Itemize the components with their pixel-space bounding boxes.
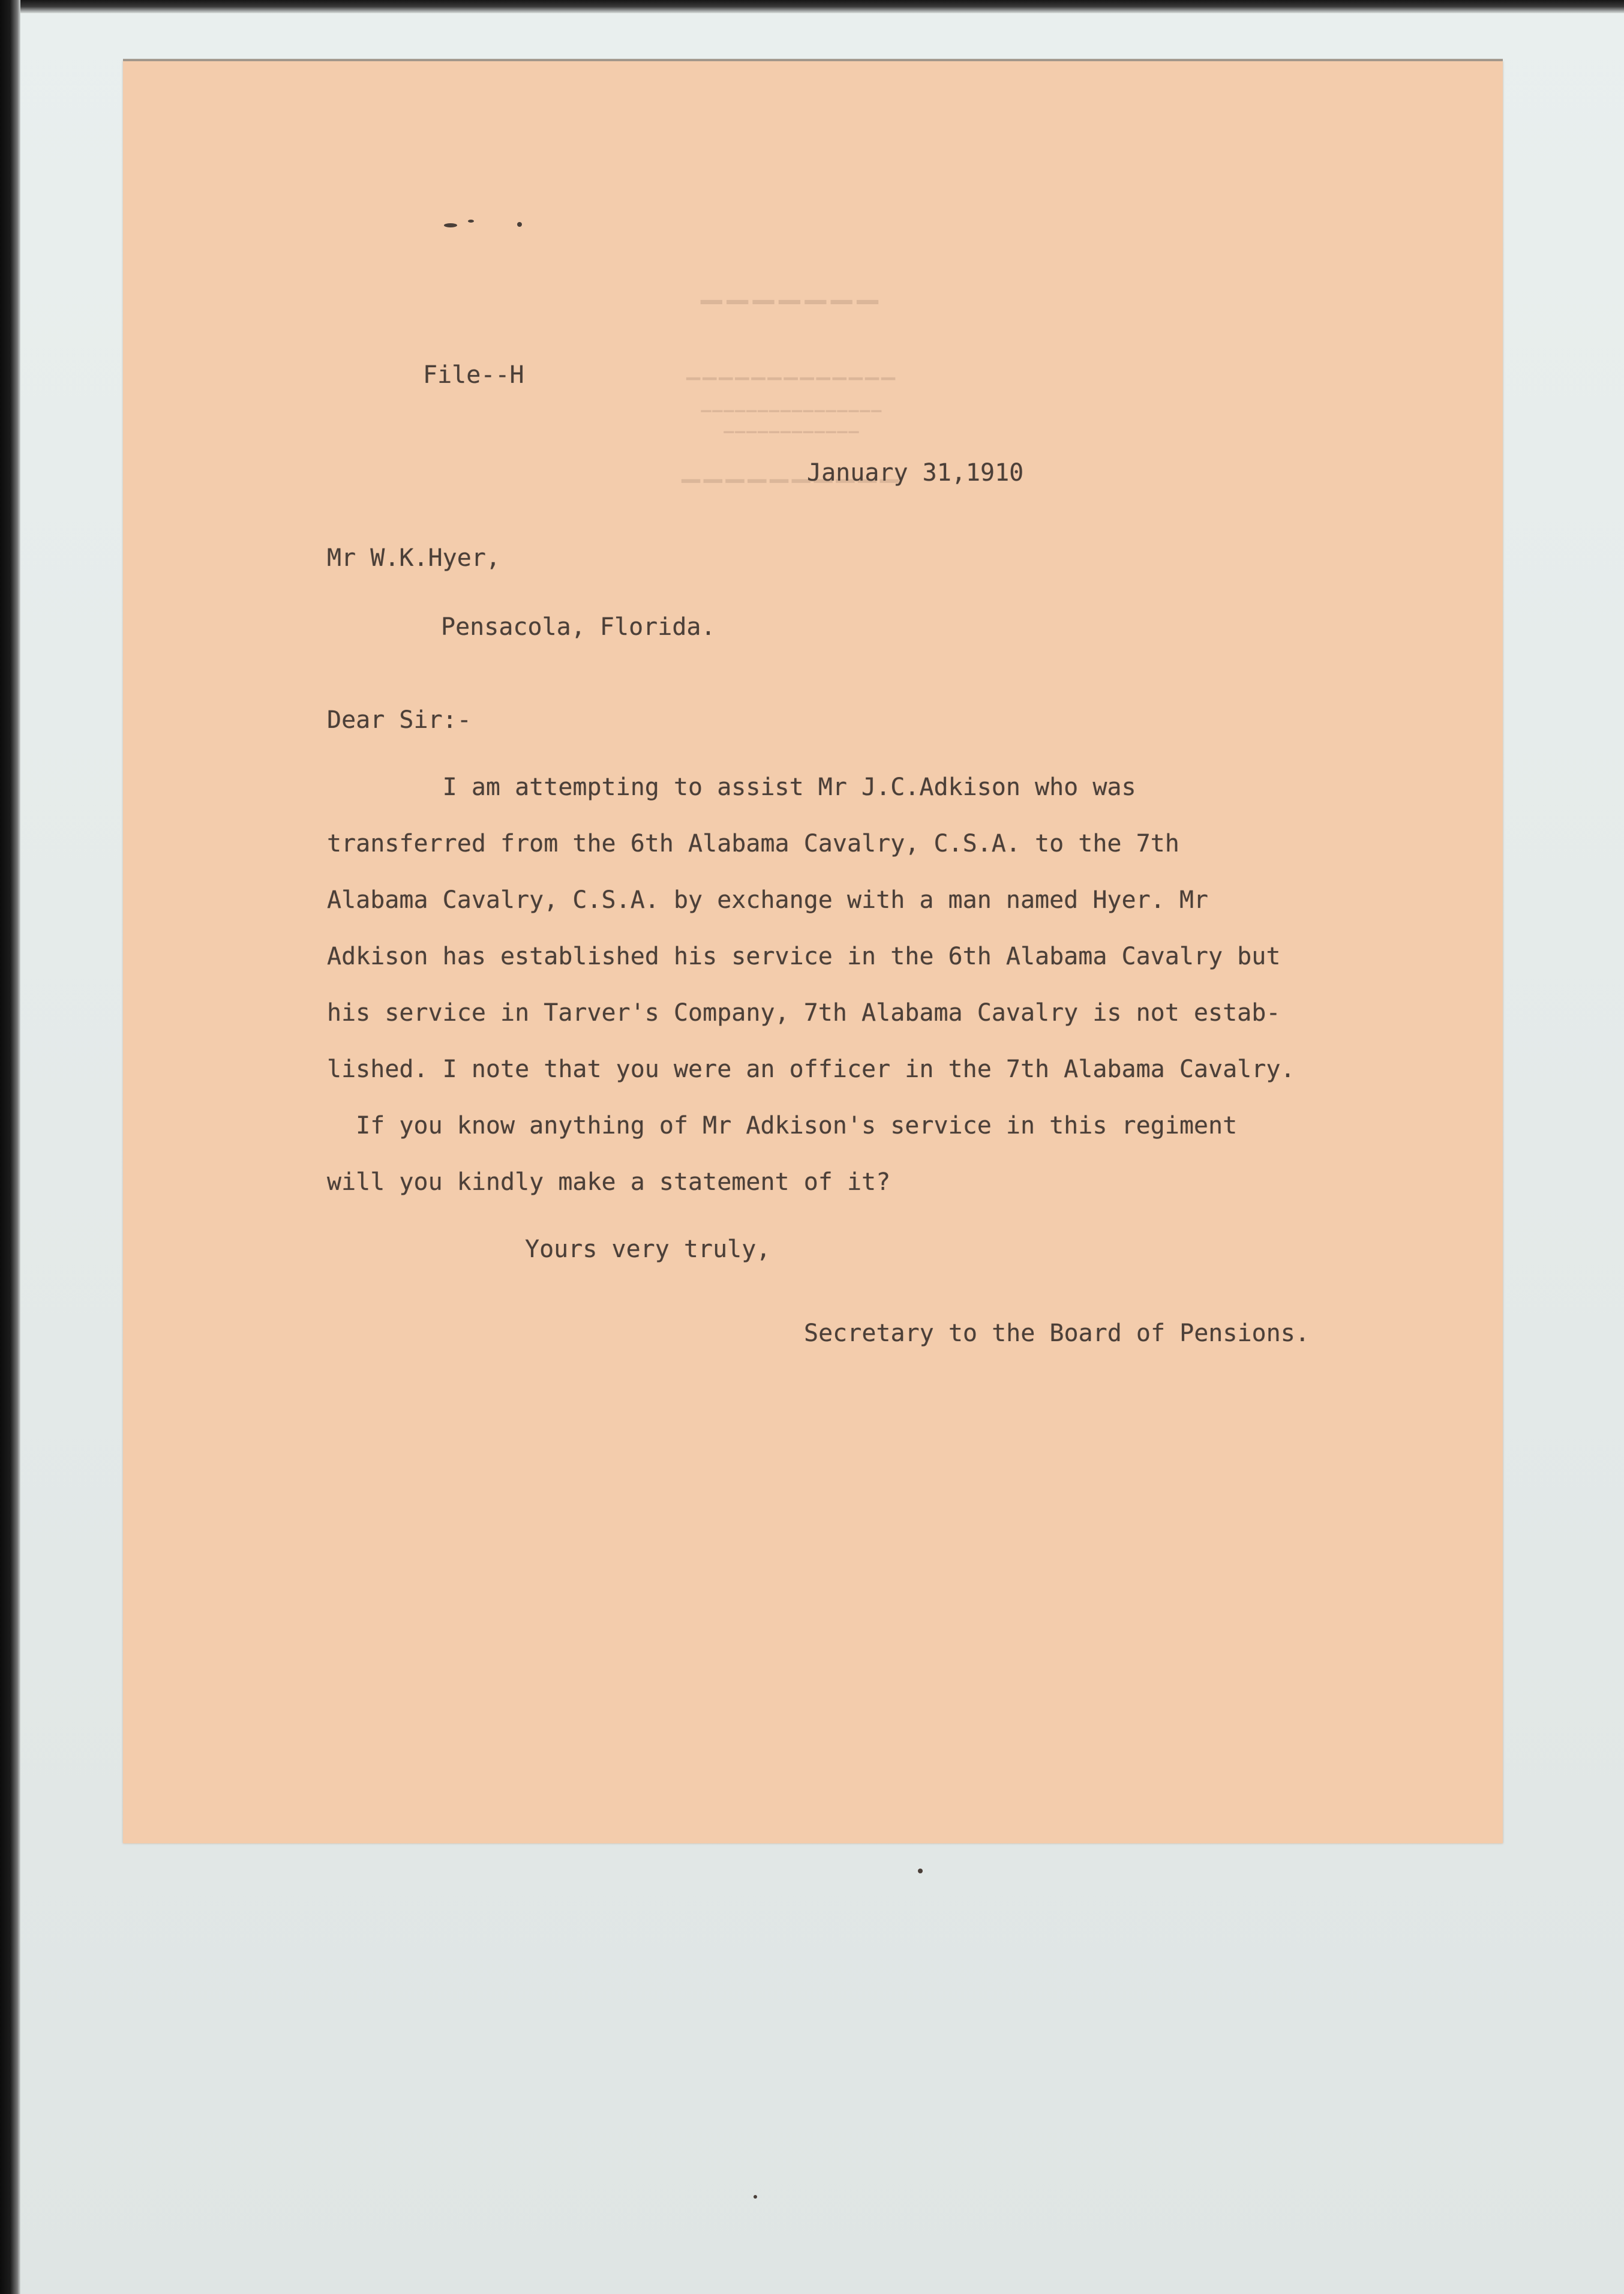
recipient-location: Pensacola, Florida.: [441, 613, 716, 641]
body-line: transferred from the 6th Alabama Cavalry, C.S.A. to the 7th: [327, 830, 1179, 857]
ink-speck: [754, 2195, 757, 2199]
scanner-left-edge: [0, 0, 20, 2294]
body-line: I am attempting to assist Mr J.C.Adkison who was: [327, 773, 1136, 801]
recipient-name: Mr W.K.Hyer,: [327, 544, 500, 572]
body-line: will you kindly make a statement of it?: [327, 1168, 891, 1196]
faded-bleed-through-stamp: ▔▔▔▔▔▔▔ ▔▔▔▔▔▔▔▔▔▔▔▔▔ ▔▔▔▔▔▔▔▔▔▔▔▔▔▔▔▔ ▔▔▔▔▔▔▔▔▔▔▔▔ ▔▔▔▔▔▔▔▔▔▔: [682, 300, 902, 508]
file-reference: File--H: [423, 361, 524, 389]
signature-title: Secretary to the Board of Pensions.: [804, 1320, 1310, 1347]
scanner-top-edge: [0, 0, 1624, 13]
body-line: lished. I note that you were an officer in the 7th Alabama Cavalry.: [327, 1055, 1295, 1083]
body-line: his service in Tarver's Company, 7th Alabama Cavalry is not estab-: [327, 999, 1281, 1027]
ink-speck: [468, 220, 474, 223]
body-line: Adkison has established his service in the 6th Alabama Cavalry but: [327, 943, 1281, 970]
letter-date: January 31,1910: [807, 459, 1024, 487]
body-line: Alabama Cavalry, C.S.A. by exchange with a man named Hyer. Mr: [327, 886, 1209, 914]
ink-speck: [517, 222, 522, 227]
closing: Yours very truly,: [525, 1236, 771, 1263]
ink-speck: [444, 223, 457, 227]
salutation: Dear Sir:-: [327, 706, 472, 734]
body-line: If you know anything of Mr Adkison's service in this regiment: [327, 1112, 1238, 1139]
ink-speck: [918, 1869, 923, 1873]
